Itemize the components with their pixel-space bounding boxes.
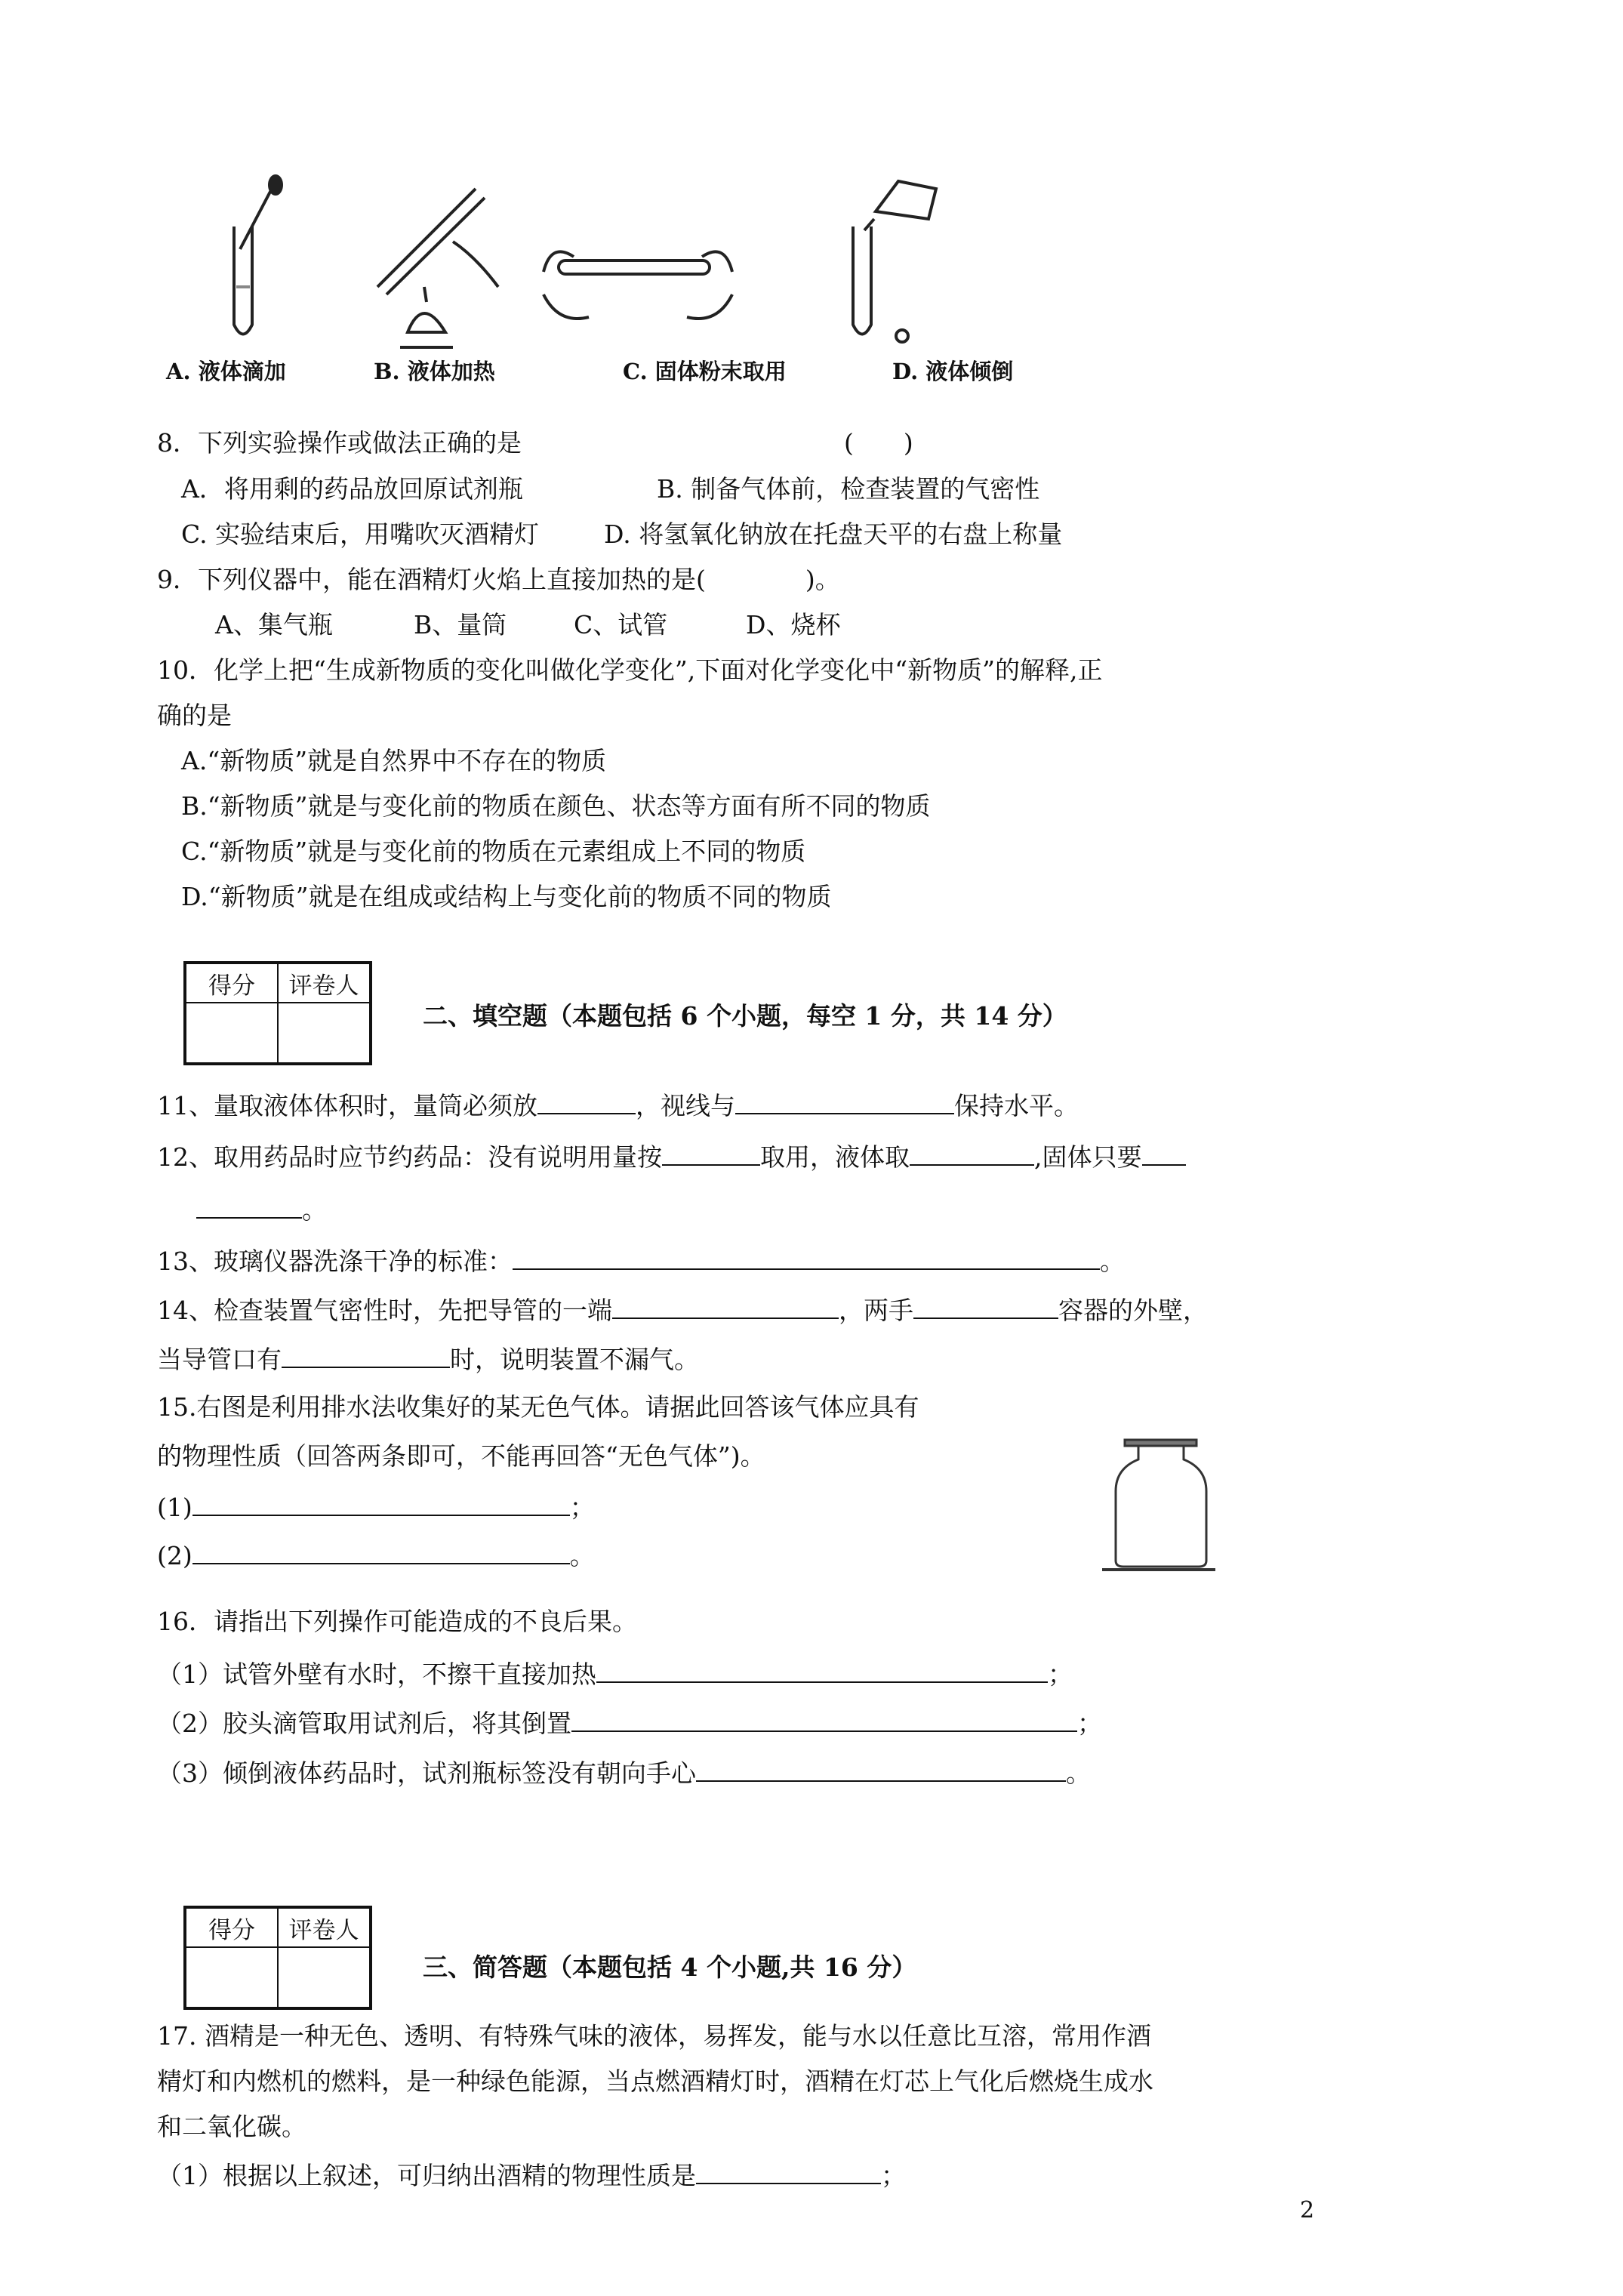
q8-stem: 8．下列实验操作或做法正确的是	[157, 428, 522, 458]
q11-blank-1	[537, 1087, 636, 1114]
q14-text-d: 当导管口有	[157, 1345, 282, 1374]
grader-cell	[278, 1947, 371, 2008]
caption-c: C. 固体粉末取用	[623, 359, 787, 384]
gas-collection-bottle-drawing	[1102, 1431, 1223, 1582]
q14-text-e: 时，说明装置不漏气。	[450, 1345, 699, 1374]
caption-d: D. 液体倾倒	[892, 359, 1014, 384]
dropper-test-tube-drawing	[234, 176, 282, 334]
q15-line2: 的物理性质（回答两条即可，不能再回答“无色气体”)。	[157, 1441, 765, 1471]
q12-continuation	[196, 1191, 327, 1227]
q16-blank-1	[596, 1656, 1048, 1683]
q16-item2-end: ；	[1077, 1709, 1102, 1738]
q10-stem-line1: 10．化学上把“生成新物质的变化叫做化学变化”,下面对化学变化中“新物质”的解释,正	[157, 655, 1103, 685]
score-cell	[185, 1003, 278, 1064]
q16-item1-end: ；	[1048, 1660, 1073, 1689]
page-number: 2	[1300, 2197, 1315, 2224]
q17-line3: 和二氧化碳。	[157, 2112, 306, 2141]
q13-text-a: 13、玻璃仪器洗涤干净的标准：	[157, 1247, 513, 1276]
heating-test-tube-drawing	[377, 189, 498, 347]
q17-blank-1	[696, 2157, 881, 2184]
q10-option-b: B.“新物质”就是与变化前的物质在颜色、状态等方面有所不同的物质	[181, 791, 931, 821]
q12-text-a: 12、取用药品时应节约药品：没有说明用量按	[157, 1142, 662, 1172]
q15-item2	[157, 1537, 595, 1573]
q14-text-a: 14、检查装置气密性时，先把导管的一端	[157, 1296, 612, 1325]
caption-b: B. 液体加热	[374, 359, 495, 384]
q8-option-d: D. 将氢氧化钠放在托盘天平的右盘上称量	[604, 519, 1063, 549]
q10-option-a: A.“新物质”就是自然界中不存在的物质	[181, 746, 607, 775]
q11	[157, 1087, 1079, 1123]
q12-text-b: 取用，液体取	[760, 1142, 910, 1172]
q14-blank-3	[282, 1341, 450, 1368]
q8-answer-paren: ( )	[844, 428, 913, 458]
liquid-pouring-drawing	[853, 181, 936, 342]
q16-item2-text: （2）胶头滴管取用试剂后，将其倒置	[157, 1709, 571, 1738]
q16-item3	[157, 1755, 1091, 1790]
q11-text-c: 保持水平。	[954, 1091, 1079, 1120]
score-label: 得分	[185, 963, 278, 1003]
q8-option-a: A．将用剩的药品放回原试剂瓶	[181, 474, 523, 504]
q10-option-c: C.“新物质”就是与变化前的物质在元素组成上不同的物质	[181, 837, 806, 866]
q16-item1	[157, 1656, 1073, 1691]
q12-text-c: ,固体只要	[1034, 1142, 1142, 1172]
q17-sub1	[157, 2157, 906, 2193]
section3-title: 三、简答题（本题包括 4 个小题,共 16 分）	[423, 1952, 917, 1982]
q16-stem: 16．请指出下列操作可能造成的不良后果。	[157, 1607, 637, 1636]
q11-blank-2	[735, 1087, 954, 1114]
q15-item2-label: (2)	[157, 1541, 192, 1570]
q15-line1: 15.右图是利用排水法收集好的某无色气体。请据此回答该气体应具有	[157, 1392, 919, 1422]
q17-sub1-end: ；	[881, 2161, 906, 2190]
q12	[157, 1139, 1186, 1174]
q14-blank-2	[913, 1292, 1058, 1319]
q9-stem: 9．下列仪器中，能在酒精灯火焰上直接加热的是( )。	[157, 565, 840, 594]
grader-label: 评卷人	[278, 1907, 371, 1947]
grader-label: 评卷人	[278, 963, 371, 1003]
q16-blank-2	[571, 1705, 1077, 1732]
grader-cell	[278, 1003, 371, 1064]
q14-blank-1	[612, 1292, 839, 1319]
q16-item3-text: （3）倾倒液体药品时，试剂瓶标签没有朝向手心	[157, 1758, 696, 1788]
q13-text-b: 。	[1100, 1247, 1125, 1276]
section2-title: 二、填空题（本题包括 6 个小题，每空 1 分，共 14 分）	[423, 1001, 1067, 1031]
q11-text-b: ，视线与	[636, 1091, 735, 1120]
q17-line2: 精灯和内燃机的燃料，是一种绿色能源，当点燃酒精灯时，酒精在灯芯上气化后燃烧生成水	[157, 2066, 1153, 2096]
q13-blank	[513, 1243, 1100, 1270]
q10-stem-line2: 确的是	[157, 701, 232, 730]
q15-item1-end: ；	[569, 1493, 595, 1522]
q16-item3-end: 。	[1066, 1758, 1091, 1788]
q17-sub1-text: （1）根据以上叙述，可归纳出酒精的物理性质是	[157, 2161, 696, 2190]
q14-line2	[157, 1341, 699, 1376]
q9-option-c: C、试管	[574, 610, 668, 639]
score-label: 得分	[185, 1907, 278, 1947]
q12-blank-3	[1142, 1139, 1186, 1166]
q15-item1-label: (1)	[157, 1493, 192, 1522]
q17-line1: 17. 酒精是一种无色、透明、有特殊气味的液体，易挥发，能与水以任意比互溶，常用作酒	[157, 2021, 1151, 2051]
score-box-section3	[183, 1906, 372, 2010]
q8-option-b: B. 制备气体前，检查装置的气密性	[657, 474, 1040, 504]
q9-option-b: B、量筒	[414, 610, 507, 639]
q14-text-b: ，两手	[839, 1296, 913, 1325]
caption-a: A. 液体滴加	[166, 359, 286, 384]
q12-blank-1	[662, 1139, 760, 1166]
powder-scoop-drawing	[544, 251, 732, 319]
score-box-section2	[183, 961, 372, 1065]
q16-item2	[157, 1705, 1102, 1740]
q15-blank-2	[192, 1537, 570, 1564]
q9-option-a: A、集气瓶	[215, 610, 333, 639]
q16-blank-3	[696, 1755, 1066, 1782]
q14-line1	[157, 1292, 1208, 1327]
q11-text-a: 11、量取液体体积时，量筒必须放	[157, 1091, 537, 1120]
q8-option-c: C. 实验结束后，用嘴吹灭酒精灯	[181, 519, 540, 549]
q13	[157, 1243, 1125, 1278]
q14-text-c: 容器的外壁，	[1058, 1296, 1208, 1325]
q9-option-d: D、烧杯	[746, 610, 841, 639]
q16-item1-text: （1）试管外壁有水时，不擦干直接加热	[157, 1660, 596, 1689]
q12-blank-3-cont	[196, 1191, 302, 1219]
q12-text-d: 。	[302, 1195, 327, 1225]
q15-blank-1	[192, 1489, 570, 1516]
score-cell	[185, 1947, 278, 2008]
q15-item1	[157, 1489, 595, 1524]
q15-item2-end: 。	[569, 1541, 595, 1570]
q10-option-d: D.“新物质”就是在组成或结构上与变化前的物质不同的物质	[181, 882, 832, 911]
q12-blank-2	[910, 1139, 1034, 1166]
